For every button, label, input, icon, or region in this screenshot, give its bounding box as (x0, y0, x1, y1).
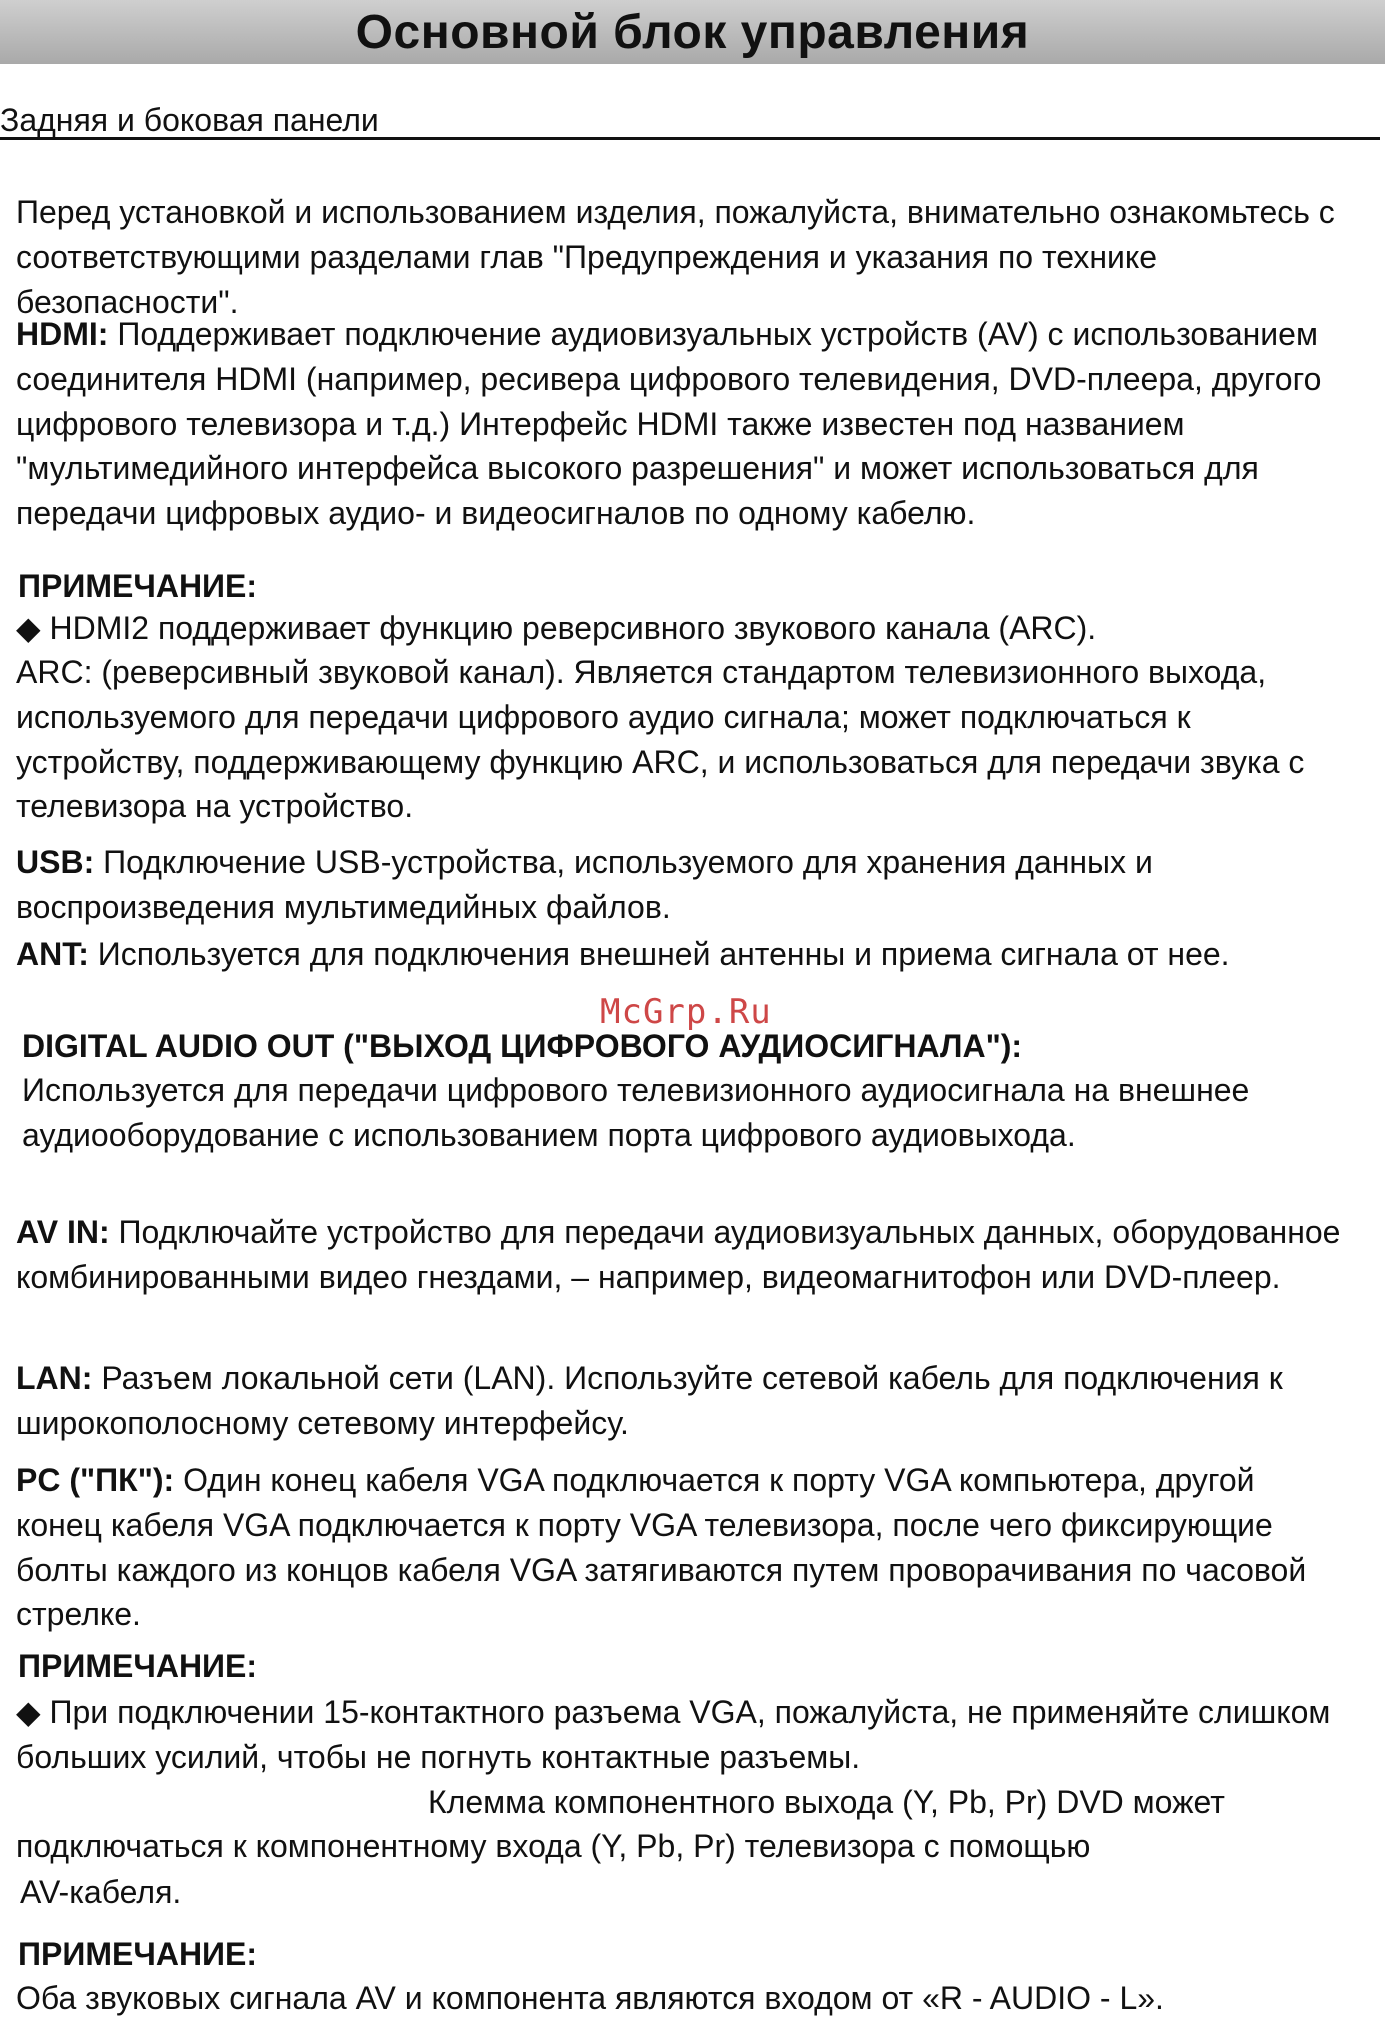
ant-label: ANT: (16, 936, 89, 972)
lan-text: Разъем локальной сети (LAN). Используйте сетевой кабель для подключения к широкополосному сетевому интерфейсу. (16, 1360, 1283, 1441)
note-1-label: ПРИМЕЧАНИЕ: (18, 568, 258, 604)
pc-text: Один конец кабеля VGA подключается к порту VGA компьютера, другой конец кабеля VGA подключается к порту VGA телевизора, после чего фиксирующие болты каждого из концов кабеля VGA затягиваются путем проворачивания по часовой стрелке. (16, 1462, 1307, 1633)
intro-paragraph: Перед установкой и использованием изделия, пожалуйста, внимательно ознакомьтесь с соответствующими разделами глав "Предупреждения и указания по технике безопасности". (16, 194, 1335, 320)
digital-audio-label (22, 1024, 1352, 1069)
note-2-item: ◆ При подключении 15-контактного разъема VGA, пожалуйста, не применяйте слишком больших усилий, чтобы не погнуть контактные разъемы. (16, 1694, 1331, 1775)
hdmi-text: Поддерживает подключение аудиовизуальных устройств (AV) с использованием соединителя HDMI (например, ресивера цифрового телевидения, DVD-плеера, другого цифрового телевизора и т.д.) Интерфейс HDMI также известен под названием "мультимедийного интерфейса высокого разрешения" и может использоваться для передачи цифровых аудио- и видеосигналов по одному кабелю. (16, 316, 1322, 532)
hdmi-label: HDMI: (16, 316, 109, 352)
title-bar (0, 0, 1385, 64)
ant-text: Используется для подключения внешней антенны и приема сигнала от нее. (88, 936, 1230, 972)
component-line-1: Клемма компонентного выхода (Y, Pb, Pr) DVD может (428, 1784, 1225, 1820)
section-heading: Задняя и боковая панели (0, 100, 1380, 140)
component-line-3: AV-кабеля. (20, 1874, 182, 1910)
page-title: Основной блок управления (355, 5, 1030, 59)
note-2-label: ПРИМЕЧАНИЕ: (18, 1648, 258, 1684)
note-3-label: ПРИМЕЧАНИЕ: (18, 1936, 258, 1972)
digital-audio-label-text: DIGITAL AUDIO OUT ("ВЫХОД ЦИФРОВОГО АУДИОСИГНАЛА"): (22, 1028, 1023, 1064)
usb-label: USB: (16, 844, 95, 880)
usb-text: Подключение USB-устройства, используемого для хранения данных и воспроизведения мультимедийных файлов. (16, 844, 1153, 925)
usb-paragraph (16, 840, 1346, 930)
av-in-text: Подключайте устройство для передачи аудиовизуальных данных, оборудованное комбинированными видео гнездами, – например, видеомагнитофон или DVD-плеер. (16, 1214, 1341, 1295)
digital-audio-paragraph: Используется для передачи цифрового телевизионного аудиосигнала на внешнее аудиооборудование с использованием порта цифрового аудиовыхода. (22, 1072, 1250, 1153)
lan-paragraph (16, 1356, 1346, 1446)
component-line-2: подключаться к компонентному входа (Y, Pb, Pr) телевизора с помощью (16, 1828, 1091, 1864)
arc-paragraph: ARC: (реверсивный звуковой канал). Является стандартом телевизионного выхода, используемого для передачи цифрового аудио сигнала; может подключаться к устройству, поддерживающему функцию ARC, и использоваться для передачи звука с телевизора на устройство. (16, 654, 1305, 825)
lan-label: LAN: (16, 1360, 93, 1396)
note-3-text: Оба звуковых сигнала AV и компонента являются входом от «R - AUDIO - L». (16, 1980, 1164, 2016)
av-in-paragraph (16, 1210, 1346, 1300)
ant-paragraph (16, 932, 1346, 977)
watermark: McGrp.Ru (600, 992, 772, 1032)
pc-paragraph (16, 1458, 1346, 1637)
hdmi-paragraph (16, 312, 1346, 536)
av-in-label: AV IN: (16, 1214, 110, 1250)
pc-label: PC ("ПК"): (16, 1462, 175, 1498)
note-1-item: ◆ HDMI2 поддерживает функцию реверсивного звукового канала (ARC). (16, 610, 1097, 646)
